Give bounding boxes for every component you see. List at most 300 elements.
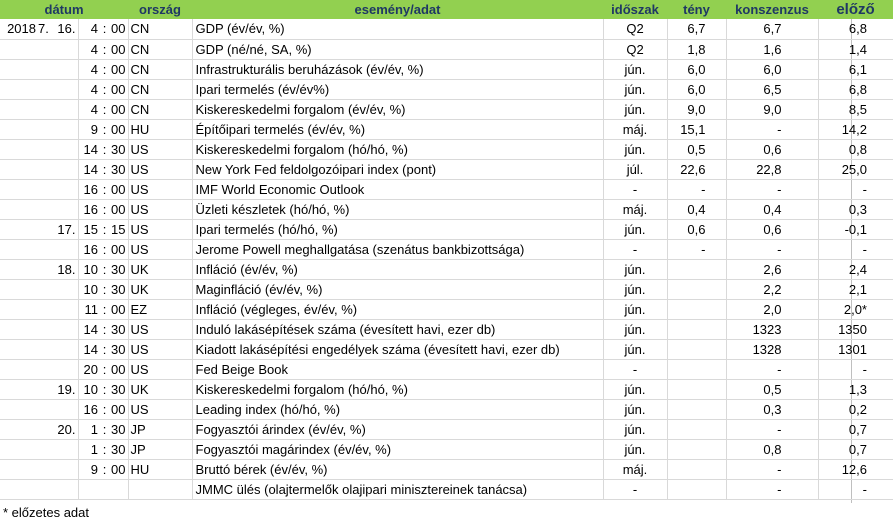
month-cell [38, 39, 51, 59]
month-cell [38, 439, 51, 459]
country-cell: UK [128, 279, 192, 299]
time-separator: : [98, 339, 111, 359]
time-separator: : [98, 19, 111, 39]
hour-cell: 16 [78, 179, 98, 199]
day-cell: 16. [51, 19, 78, 39]
month-cell [38, 459, 51, 479]
month-cell [38, 239, 51, 259]
footnote: * előzetes adat [3, 505, 90, 520]
actual-cell [667, 479, 726, 499]
day-cell [51, 179, 78, 199]
minute-cell: 00 [111, 19, 128, 39]
previous-cell: - [818, 239, 893, 259]
previous-cell: 0,2 [818, 399, 893, 419]
day-cell [51, 79, 78, 99]
year-cell [0, 39, 38, 59]
header-country: ország [128, 0, 192, 19]
previous-cell: - [818, 479, 893, 499]
country-cell: CN [128, 99, 192, 119]
consensus-cell: 0,5 [726, 379, 818, 399]
year-cell [0, 299, 38, 319]
hour-cell: 4 [78, 39, 98, 59]
table-row [0, 219, 893, 239]
actual-cell: 0,6 [667, 219, 726, 239]
hour-cell: 11 [78, 299, 98, 319]
month-cell [38, 79, 51, 99]
minute-cell: 00 [111, 459, 128, 479]
previous-cell: 2,0* [818, 299, 893, 319]
day-cell [51, 159, 78, 179]
previous-cell: - [818, 179, 893, 199]
month-cell [38, 119, 51, 139]
country-cell: US [128, 199, 192, 219]
day-cell [51, 359, 78, 379]
day-cell [51, 399, 78, 419]
hour-cell: 16 [78, 199, 98, 219]
month-cell [38, 379, 51, 399]
month-cell [38, 179, 51, 199]
event-cell: Fogyasztói árindex (év/év, %) [192, 419, 603, 439]
time-separator: : [98, 319, 111, 339]
table-row [0, 439, 893, 459]
event-cell: IMF World Economic Outlook [192, 179, 603, 199]
time-separator: : [98, 179, 111, 199]
minute-cell: 30 [111, 339, 128, 359]
event-cell: New York Fed feldolgozóipari index (pont) [192, 159, 603, 179]
minute-cell: 00 [111, 39, 128, 59]
period-cell: jún. [603, 279, 667, 299]
event-cell: Fed Beige Book [192, 359, 603, 379]
year-cell [0, 419, 38, 439]
month-cell: 7. [38, 19, 51, 39]
country-cell: CN [128, 79, 192, 99]
month-cell [38, 319, 51, 339]
table-row [0, 199, 893, 219]
hour-cell: 16 [78, 399, 98, 419]
year-cell: 2018 [0, 19, 38, 39]
day-cell [51, 199, 78, 219]
consensus-cell: - [726, 419, 818, 439]
time-separator: : [98, 419, 111, 439]
table-row [0, 399, 893, 419]
minute-cell: 00 [111, 299, 128, 319]
day-cell [51, 479, 78, 499]
hour-cell: 16 [78, 239, 98, 259]
event-cell: Kiadott lakásépítési engedélyek száma (évesített havi, ezer db) [192, 339, 603, 359]
day-cell [51, 459, 78, 479]
period-cell: júl. [603, 159, 667, 179]
table-row [0, 359, 893, 379]
actual-cell [667, 419, 726, 439]
minute-cell: 30 [111, 439, 128, 459]
minute-cell: 00 [111, 79, 128, 99]
actual-cell: - [667, 179, 726, 199]
time-separator: : [98, 259, 111, 279]
minute-cell: 00 [111, 119, 128, 139]
header-date: dátum [0, 0, 128, 19]
period-cell: Q2 [603, 19, 667, 39]
event-cell: Induló lakásépítések száma (évesített havi, ezer db) [192, 319, 603, 339]
hour-cell: 4 [78, 19, 98, 39]
time-separator: : [98, 139, 111, 159]
country-cell: UK [128, 259, 192, 279]
year-cell [0, 399, 38, 419]
country-cell: US [128, 139, 192, 159]
event-cell: Kiskereskedelmi forgalom (hó/hó, %) [192, 139, 603, 159]
country-cell: US [128, 359, 192, 379]
year-cell [0, 79, 38, 99]
previous-cell: 14,2 [818, 119, 893, 139]
country-cell: CN [128, 19, 192, 39]
previous-cell: 25,0 [818, 159, 893, 179]
country-cell: HU [128, 459, 192, 479]
table-row [0, 99, 893, 119]
table-row [0, 39, 893, 59]
consensus-cell: 22,8 [726, 159, 818, 179]
month-cell [38, 299, 51, 319]
actual-cell: 0,4 [667, 199, 726, 219]
day-cell: 19. [51, 379, 78, 399]
event-cell: Jerome Powell meghallgatása (szenátus bankbizottsága) [192, 239, 603, 259]
period-cell: máj. [603, 199, 667, 219]
consensus-cell: 6,0 [726, 59, 818, 79]
table-row [0, 259, 893, 279]
table-row [0, 139, 893, 159]
country-cell: US [128, 339, 192, 359]
period-cell: - [603, 479, 667, 499]
table-row [0, 239, 893, 259]
period-cell: jún. [603, 419, 667, 439]
minute-cell: 30 [111, 379, 128, 399]
country-cell: US [128, 219, 192, 239]
event-cell: Kiskereskedelmi forgalom (hó/hó, %) [192, 379, 603, 399]
previous-cell: 1,4 [818, 39, 893, 59]
day-cell [51, 99, 78, 119]
period-cell: jún. [603, 319, 667, 339]
day-cell: 18. [51, 259, 78, 279]
consensus-cell: 1328 [726, 339, 818, 359]
previous-cell: - [818, 359, 893, 379]
time-separator: : [98, 239, 111, 259]
country-cell: CN [128, 39, 192, 59]
time-separator: : [98, 399, 111, 419]
year-cell [0, 379, 38, 399]
hour-cell: 14 [78, 339, 98, 359]
time-separator: : [98, 199, 111, 219]
minute-cell: 00 [111, 239, 128, 259]
month-cell [38, 159, 51, 179]
event-cell: Építőipari termelés (év/év, %) [192, 119, 603, 139]
month-cell [38, 339, 51, 359]
time-separator: : [98, 359, 111, 379]
minute-cell: 30 [111, 279, 128, 299]
country-cell: US [128, 179, 192, 199]
day-cell [51, 39, 78, 59]
previous-cell: 2,1 [818, 279, 893, 299]
period-cell: jún. [603, 99, 667, 119]
year-cell [0, 179, 38, 199]
event-cell: Kiskereskedelmi forgalom (év/év, %) [192, 99, 603, 119]
event-cell: Ipari termelés (hó/hó, %) [192, 219, 603, 239]
event-cell: Maginfláció (év/év, %) [192, 279, 603, 299]
hour-cell: 9 [78, 119, 98, 139]
time-separator: : [98, 279, 111, 299]
event-cell: Infláció (végleges, év/év, %) [192, 299, 603, 319]
day-cell [51, 239, 78, 259]
month-cell [38, 399, 51, 419]
consensus-cell: 0,3 [726, 399, 818, 419]
consensus-cell: 1323 [726, 319, 818, 339]
hour-cell: 14 [78, 159, 98, 179]
table-row [0, 19, 893, 39]
actual-cell: 9,0 [667, 99, 726, 119]
time-separator: : [98, 439, 111, 459]
consensus-cell: 6,5 [726, 79, 818, 99]
actual-cell [667, 459, 726, 479]
previous-cell: 0,3 [818, 199, 893, 219]
year-cell [0, 199, 38, 219]
day-cell [51, 139, 78, 159]
previous-cell: 6,8 [818, 19, 893, 39]
actual-cell [667, 299, 726, 319]
month-cell [38, 219, 51, 239]
country-cell: US [128, 239, 192, 259]
previous-cell: 0,7 [818, 439, 893, 459]
period-cell: jún. [603, 399, 667, 419]
minute-cell: 00 [111, 199, 128, 219]
country-cell: US [128, 159, 192, 179]
table-row [0, 459, 893, 479]
hour-cell: 10 [78, 259, 98, 279]
consensus-cell: 2,0 [726, 299, 818, 319]
minute-cell [111, 479, 128, 499]
table-row [0, 179, 893, 199]
consensus-cell: 2,6 [726, 259, 818, 279]
month-cell [38, 359, 51, 379]
actual-cell [667, 359, 726, 379]
header-previous: előző [818, 0, 893, 19]
hour-cell: 14 [78, 139, 98, 159]
table-row [0, 319, 893, 339]
day-cell: 17. [51, 219, 78, 239]
actual-cell [667, 399, 726, 419]
consensus-cell: 0,8 [726, 439, 818, 459]
hour-cell: 4 [78, 79, 98, 99]
previous-cell: 1301 [818, 339, 893, 359]
minute-cell: 30 [111, 419, 128, 439]
month-cell [38, 419, 51, 439]
hour-cell: 1 [78, 439, 98, 459]
time-separator: : [98, 159, 111, 179]
hour-cell: 4 [78, 99, 98, 119]
actual-cell: 6,0 [667, 79, 726, 99]
header-actual: tény [667, 0, 726, 19]
table-row [0, 59, 893, 79]
actual-cell: 22,6 [667, 159, 726, 179]
actual-cell [667, 339, 726, 359]
time-separator: : [98, 299, 111, 319]
previous-cell: 1,3 [818, 379, 893, 399]
event-cell: Leading index (hó/hó, %) [192, 399, 603, 419]
hour-cell: 10 [78, 379, 98, 399]
year-cell [0, 139, 38, 159]
consensus-cell: 0,6 [726, 139, 818, 159]
country-cell: US [128, 399, 192, 419]
event-cell: Infrastrukturális beruházások (év/év, %) [192, 59, 603, 79]
period-cell: jún. [603, 299, 667, 319]
previous-cell: 12,6 [818, 459, 893, 479]
previous-cell: 0,7 [818, 419, 893, 439]
day-cell [51, 439, 78, 459]
actual-cell: 6,0 [667, 59, 726, 79]
year-cell [0, 459, 38, 479]
actual-cell [667, 319, 726, 339]
actual-cell: 15,1 [667, 119, 726, 139]
minute-cell: 30 [111, 139, 128, 159]
header-row [0, 0, 893, 19]
minute-cell: 30 [111, 159, 128, 179]
day-cell [51, 59, 78, 79]
table-row [0, 419, 893, 439]
country-cell: US [128, 319, 192, 339]
minute-cell: 00 [111, 399, 128, 419]
event-cell: GDP (év/év, %) [192, 19, 603, 39]
period-cell: jún. [603, 59, 667, 79]
minute-cell: 00 [111, 99, 128, 119]
event-cell: Bruttó bérek (év/év, %) [192, 459, 603, 479]
table-row [0, 339, 893, 359]
time-separator: : [98, 119, 111, 139]
consensus-cell: 6,7 [726, 19, 818, 39]
minute-cell: 30 [111, 259, 128, 279]
event-cell: GDP (né/né, SA, %) [192, 39, 603, 59]
minute-cell: 00 [111, 59, 128, 79]
minute-cell: 00 [111, 179, 128, 199]
period-cell: - [603, 239, 667, 259]
time-separator: : [98, 99, 111, 119]
hour-cell: 4 [78, 59, 98, 79]
time-separator: : [98, 379, 111, 399]
table-row [0, 379, 893, 399]
country-cell: JP [128, 439, 192, 459]
country-cell: HU [128, 119, 192, 139]
time-separator: : [98, 459, 111, 479]
country-cell: UK [128, 379, 192, 399]
table-row [0, 479, 893, 499]
period-cell: jún. [603, 439, 667, 459]
day-cell [51, 339, 78, 359]
time-separator: : [98, 219, 111, 239]
time-separator: : [98, 39, 111, 59]
previous-cell: 1350 [818, 319, 893, 339]
event-cell: JMMC ülés (olajtermelők olajipari minisztereinek tanácsa) [192, 479, 603, 499]
previous-cell: 6,1 [818, 59, 893, 79]
hour-cell: 10 [78, 279, 98, 299]
year-cell [0, 119, 38, 139]
year-cell [0, 479, 38, 499]
year-cell [0, 439, 38, 459]
period-cell: máj. [603, 119, 667, 139]
hour-cell [78, 479, 98, 499]
period-cell: jún. [603, 139, 667, 159]
day-cell [51, 279, 78, 299]
consensus-cell: 0,6 [726, 219, 818, 239]
period-cell: jún. [603, 339, 667, 359]
consensus-cell: 2,2 [726, 279, 818, 299]
table-row [0, 119, 893, 139]
event-cell: Ipari termelés (év/év%) [192, 79, 603, 99]
period-cell: - [603, 359, 667, 379]
table-row [0, 299, 893, 319]
month-cell [38, 199, 51, 219]
month-cell [38, 259, 51, 279]
month-cell [38, 59, 51, 79]
event-cell: Üzleti készletek (hó/hó, %) [192, 199, 603, 219]
day-cell [51, 319, 78, 339]
period-cell: - [603, 179, 667, 199]
day-cell [51, 119, 78, 139]
period-cell: máj. [603, 459, 667, 479]
year-cell [0, 279, 38, 299]
table-row [0, 159, 893, 179]
year-cell [0, 159, 38, 179]
consensus-cell: - [726, 479, 818, 499]
actual-cell: - [667, 239, 726, 259]
table-row [0, 279, 893, 299]
day-cell [51, 299, 78, 319]
header-period: időszak [603, 0, 667, 19]
actual-cell: 1,8 [667, 39, 726, 59]
year-cell [0, 59, 38, 79]
consensus-cell: - [726, 359, 818, 379]
country-cell: JP [128, 419, 192, 439]
actual-cell [667, 379, 726, 399]
country-cell: EZ [128, 299, 192, 319]
previous-cell: 2,4 [818, 259, 893, 279]
month-cell [38, 99, 51, 119]
actual-cell [667, 279, 726, 299]
hour-cell: 14 [78, 319, 98, 339]
period-cell: Q2 [603, 39, 667, 59]
year-cell [0, 239, 38, 259]
consensus-cell: - [726, 239, 818, 259]
year-cell [0, 259, 38, 279]
event-cell: Infláció (év/év, %) [192, 259, 603, 279]
country-cell: CN [128, 59, 192, 79]
month-cell [38, 139, 51, 159]
previous-cell: 8,5 [818, 99, 893, 119]
actual-cell [667, 259, 726, 279]
hour-cell: 9 [78, 459, 98, 479]
period-cell: jún. [603, 79, 667, 99]
header-consensus: konszenzus [726, 0, 818, 19]
minute-cell: 00 [111, 359, 128, 379]
actual-cell [667, 439, 726, 459]
period-cell: jún. [603, 219, 667, 239]
year-cell [0, 99, 38, 119]
hour-cell: 1 [78, 419, 98, 439]
previous-cell: 0,8 [818, 139, 893, 159]
day-cell: 20. [51, 419, 78, 439]
time-separator [98, 479, 111, 499]
year-cell [0, 339, 38, 359]
consensus-cell: - [726, 179, 818, 199]
header-event: esemény/adat [192, 0, 603, 19]
consensus-cell: - [726, 459, 818, 479]
year-cell [0, 319, 38, 339]
country-cell [128, 479, 192, 499]
minute-cell: 15 [111, 219, 128, 239]
